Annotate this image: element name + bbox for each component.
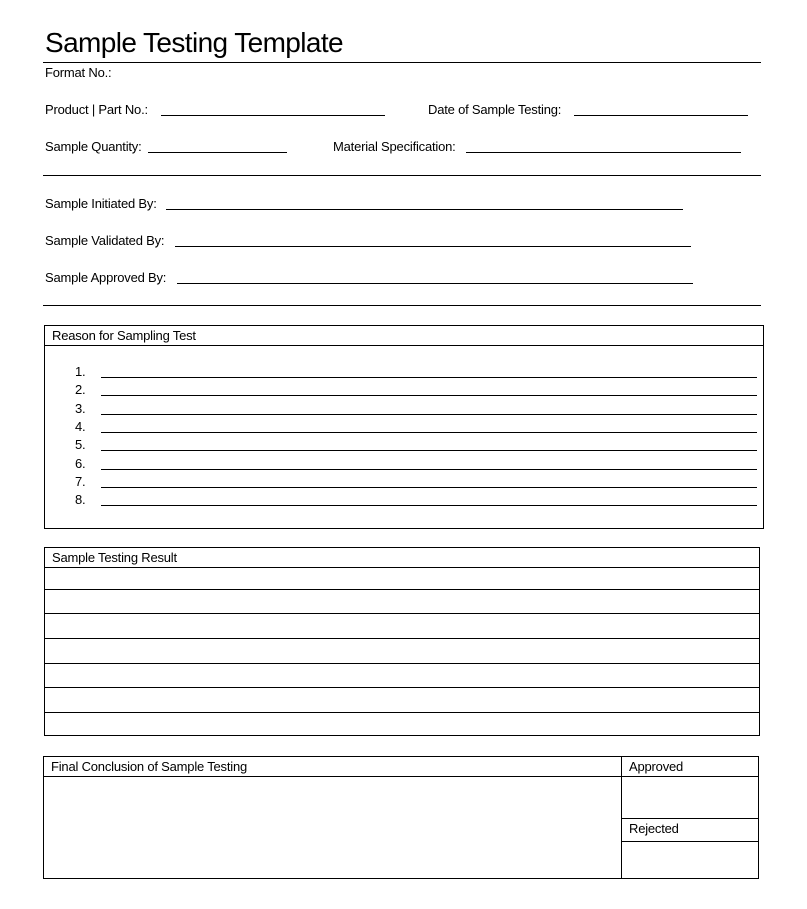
reason-line[interactable]	[101, 469, 757, 470]
list-item-number: 2.	[75, 382, 86, 397]
list-item-number: 7.	[75, 474, 86, 489]
date-of-testing-label: Date of Sample Testing:	[428, 102, 562, 117]
reason-heading-divider	[45, 345, 763, 346]
list-item-number: 6.	[75, 456, 86, 471]
reason-line[interactable]	[101, 414, 757, 415]
reason-line[interactable]	[101, 450, 757, 451]
table-row-divider	[45, 687, 759, 688]
conclusion-heading: Final Conclusion of Sample Testing	[51, 759, 248, 774]
rejected-label: Rejected	[629, 821, 679, 836]
list-item-number: 3.	[75, 401, 86, 416]
material-spec-label: Material Specification:	[333, 139, 456, 154]
reason-box	[44, 325, 764, 529]
table-row-divider	[45, 613, 759, 614]
sample-quantity-label: Sample Quantity:	[45, 139, 142, 154]
table-row-divider	[45, 663, 759, 664]
approved-cell-divider	[621, 818, 758, 819]
initiated-by-label: Sample Initiated By:	[45, 196, 157, 211]
approved-by-field[interactable]	[177, 283, 693, 284]
sample-quantity-field[interactable]	[148, 152, 287, 153]
validated-by-label: Sample Validated By:	[45, 233, 165, 248]
reason-line[interactable]	[101, 377, 757, 378]
list-item-number: 8.	[75, 492, 86, 507]
validated-by-field[interactable]	[175, 246, 691, 247]
date-of-testing-field[interactable]	[574, 115, 748, 116]
product-part-field[interactable]	[161, 115, 385, 116]
initiated-by-field[interactable]	[166, 209, 683, 210]
title-divider	[43, 62, 761, 63]
material-spec-field[interactable]	[466, 152, 741, 153]
table-row-divider	[45, 589, 759, 590]
section-divider	[43, 305, 761, 306]
table-row-divider	[45, 567, 759, 568]
table-row-divider	[45, 712, 759, 713]
section-divider	[43, 175, 761, 176]
reason-line[interactable]	[101, 432, 757, 433]
rejected-cell-divider	[621, 841, 758, 842]
list-item-number: 4.	[75, 419, 86, 434]
list-item-number: 5.	[75, 437, 86, 452]
reason-line[interactable]	[101, 395, 757, 396]
reason-line[interactable]	[101, 487, 757, 488]
format-no-label: Format No.:	[45, 65, 112, 80]
page-title: Sample Testing Template	[45, 27, 344, 58]
result-table	[44, 547, 760, 736]
list-item-number: 1.	[75, 364, 86, 379]
approved-by-label: Sample Approved By:	[45, 270, 167, 285]
reason-line[interactable]	[101, 505, 757, 506]
conclusion-box	[43, 756, 759, 879]
reason-heading: Reason for Sampling Test	[52, 328, 196, 343]
table-row-divider	[45, 638, 759, 639]
approved-label: Approved	[629, 759, 684, 774]
conclusion-heading-divider	[44, 776, 758, 777]
result-heading: Sample Testing Result	[52, 550, 177, 565]
product-part-label: Product | Part No.:	[45, 102, 148, 117]
